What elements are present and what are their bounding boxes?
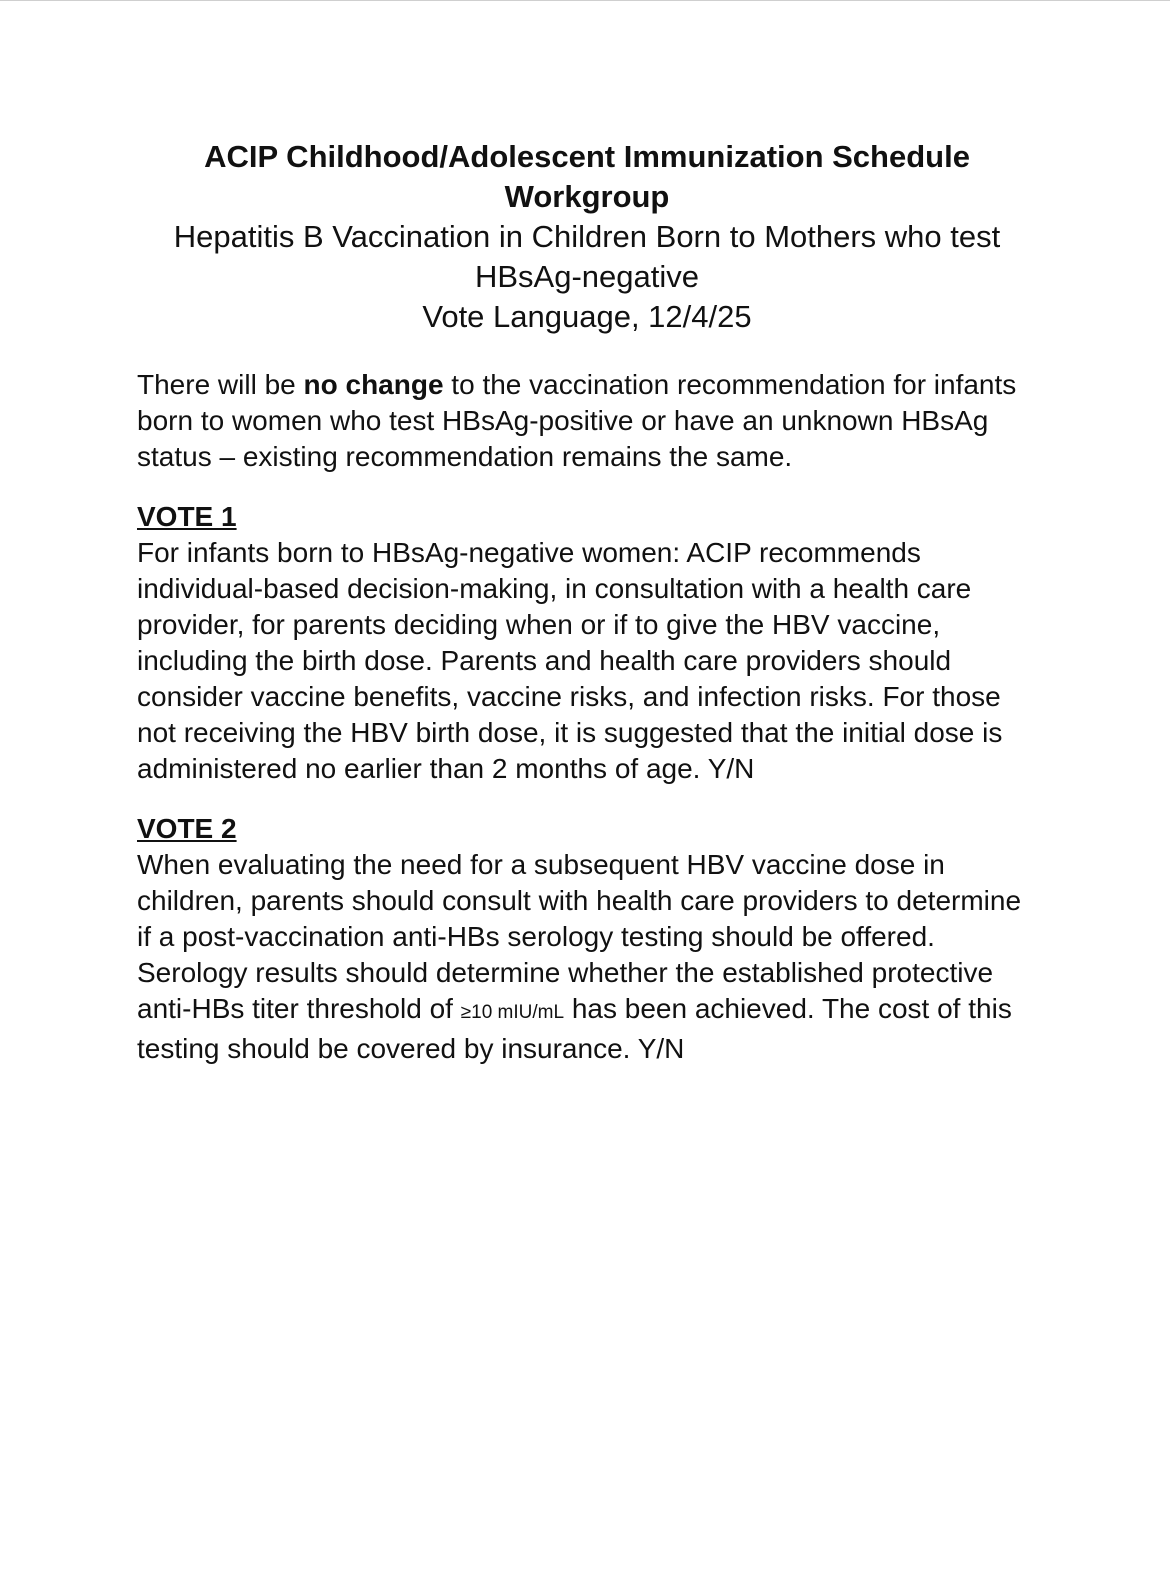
intro-text-after: to the vaccination recommendation for infants born to women who test HBsAg-positive or have an unknown HBsAg status – existing recommendation remains the same. [137, 369, 1017, 472]
intro-paragraph [137, 367, 1037, 475]
vote-2-heading: VOTE 2 [137, 813, 237, 844]
document-header [137, 137, 1037, 337]
vote-1-section [137, 499, 1037, 787]
vote-1-heading: VOTE 1 [137, 501, 237, 532]
document-subtitle: Hepatitis B Vaccination in Children Born to Mothers who test HBsAg-negative [173, 219, 1001, 294]
vote-2-text [137, 847, 1037, 1067]
titer-threshold: ≥10 mIU/mL [460, 1002, 565, 1023]
vote-1-text: For infants born to HBsAg-negative women: ACIP recommends individual-based decision-making, in consultation with a health care provider, for parents deciding when or if to give the HBV vaccine, including the birth dose. Parents and health care providers should consider vaccine benefits, vaccine risks, and infection risks. For those not receiving the HBV birth dose, it is suggested that the initial dose is administered no earlier than 2 months of age. Y/N [137, 537, 1003, 784]
intro-text-before: There will be [137, 369, 304, 400]
vote-2-text-after: has been achieved. The cost of this testing should be covered by insurance. Y/N [137, 993, 1012, 1064]
page-top-border [0, 0, 1170, 1]
vote-2-section [137, 811, 1037, 1067]
vote-2-text-before: When evaluating the need for a subsequent HBV vaccine dose in children, parents should consult with health care providers to determine if a post-vaccination anti-HBs serology testing should be offered. Serology results should determine whether the established protective anti-HBs titer threshold of [137, 849, 1022, 1024]
document-title: ACIP Childhood/Adolescent Immunization Schedule Workgroup [204, 139, 970, 214]
document [137, 137, 1037, 1067]
document-date-line: Vote Language, 12/4/25 [422, 299, 752, 334]
intro-emphasis: no change [303, 369, 444, 400]
